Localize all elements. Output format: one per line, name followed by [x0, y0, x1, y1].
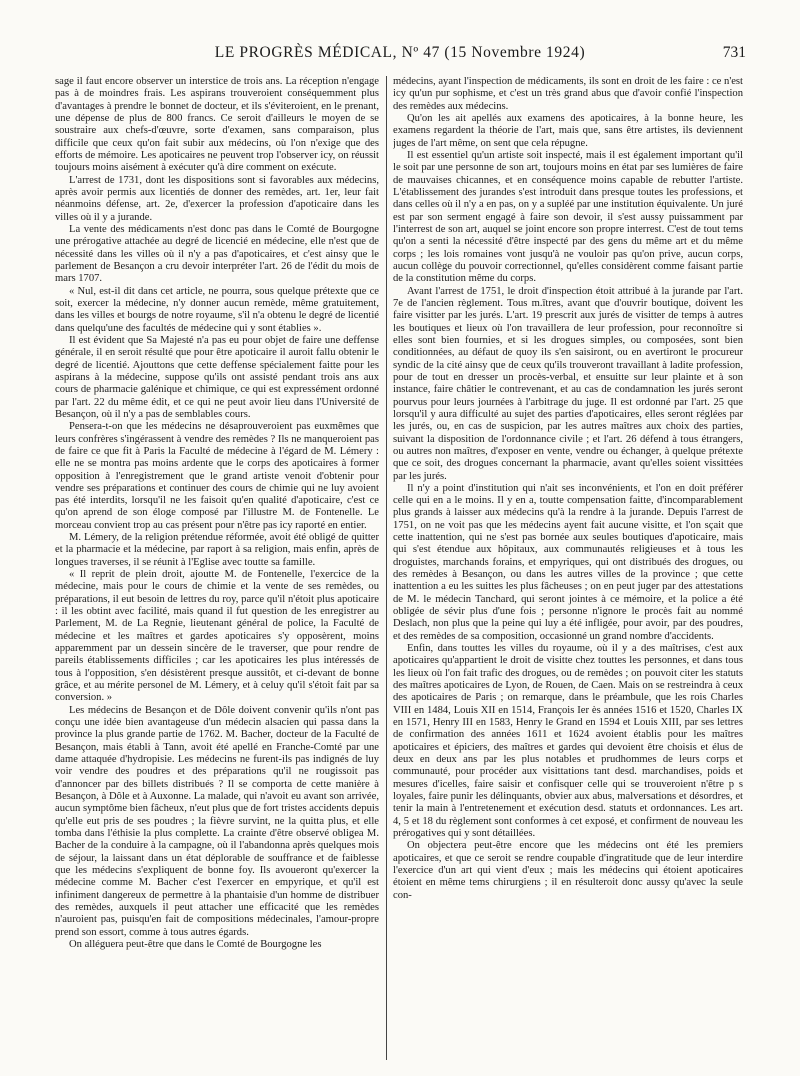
paragraph: Il est essentiel qu'un artiste soit inspecté, mais il est également important qu'il le soit par une personne de son art, toujours moins en état par ses lumières de faire de mauvaises chicannes, et en conséquence moins capable de rebutter l'artiste. L'établissement des jurandes s'est introduit dans presque toutes les professions, et dans celles où il n'y a en pas, on y a supléé par une institution équivalente. Un juré est par son serment engagé à faire son devoir, il s'est aussy puissamment par l'interrest de son art, auquel se joint encore son propre interrest. C'est de tout tems qu'on a senti la nécessité d'être inspecté par des gens du même art et du même corps ; les lois romaines vont jusqu'à ne vouloir pas qu'on prive, aucun corps, aucun collège du pouvoir correctionnel, qu'elles considèrent comme faisant partie de la constitution même du corps. — [393, 149, 743, 285]
column-divider — [386, 76, 387, 1060]
paragraph: sage il faut encore observer un interstice de trois ans. La réception n'engage pas à de moindres frais. Les aspirans trouveroient conséquemment plus d'avantages à prendre le bonnet de docteur, et ils s'éviteroient, en le prenant, une dépense de plus de 800 francs. Ce seroit d'ailleurs le moyen de se soustraire aux chefs-d'œuvre, sorte d'examen, sans comparaison, plus difficile que ceux qu'on fait subir aux médecins, où l'on n'exige que des efforts de mémoire. Les apoticaires ne peuvent trop l'observer icy, on réussit toujours moins aisément à exécuter qu'à dire comment on exécute. — [55, 76, 379, 174]
paragraph: Les médecins de Besançon et de Dôle doivent convenir qu'ils n'ont pas conçu une idée bien avantageuse d'un médecin alsacien qui passa dans la province la plus grande partie de 1762. M. Bacher, docteur de la Faculté de Besançon, mais établi à Tann, avoit été apellé en Franche-Comté par une dame attaquée d'hydropisie. Les médecins ne furent-ils pas indignés de luy voir vendre des poudres et des préparations qu'il ne rougissoit pas d'annoncer par des billets distribués ? Il se comporta de cette manière à Besançon, à Dôle et à Auxonne. La malade, qui n'avoit eu avant son arrivée, aucun symptôme bien fâcheux, n'eut plus que de fort tristes accidents depuis qu'elle eut pris de ses poudres ; la fièvre survint, ne la quitta plus, et elle tomba dans l'éthisie la plus complette. La crainte d'être observé obligea M. Bacher de la conduire à la campagne, où il l'abandonna après quelques mois de séjour, la laissant dans un état déplorable de souffrance et de faiblesse que les médecins s'expliquent de bonne foy. Ils avoueront qu'exercer la médecine comme M. Bacher c'est l'exercer en empyrique, et qu'il est infiniment dangereux de permettre à la phantaisie d'un homme de distribuer des remèdes, auxquels il peut attacher une efficacité que les remèdes n'auroient pas, puisqu'en fait de compositions médecinales, l'amour-propre prend son essort, comme à tous autres égards. — [55, 704, 379, 938]
paragraph: médecins, ayant l'inspection de médicaments, ils sont en droit de les faire : ce n'est icy qu'un pur sophisme, et c'est un très grand abus que d'avoir confié l'inspection des remèdes aux médecins. — [393, 76, 743, 112]
paragraph: Pensera-t-on que les médecins ne désaprouveroient pas euxmêmes que leurs confrères s'ingérassent à vendre des remèdes ? Ils ne manqueroient pas de faire ce que fit à Paris la Faculté de médecine à l'égard de M. Lémery : elle ne se montra pas moins ardente que le corps des apoticaires à former opposition à l'enregistrement que le grand artiste venoit d'obtenir pour vendre ses préparations et continuer des cours de chimie qui ne luy avoient pas été interdits, lorsqu'il ne les faisoit qu'en qualité d'apoticaire, c'est ce qu'on aprend de son éloge composé par l'illustre M. de Fontenelle. Le morceau convient trop au cas présent pour n'être pas icy raporté en entier. — [55, 421, 379, 531]
paragraph: « Nul, est-il dit dans cet article, ne pourra, sous quelque prétexte que ce soit, exercer la médecine, n'y donner aucun remède, même gratuitement, dans les villes et bourgs de notre royaume, s'il n'a obtenu le degré de licentié dans quelqu'une des facultés de médecine qui y sont établies ». — [55, 285, 379, 334]
right-column — [393, 76, 743, 1070]
left-column — [55, 76, 379, 1070]
paragraph: L'arrest de 1731, dont les dispositions sont si favorables aux médecins, après avoir permis aux licentiés de donner des remèdes, art. 1er, leur fait néanmoins défense, art. 2e, d'exercer la profession d'apoticaire dans les villes où il y a jurande. — [55, 174, 379, 223]
paragraph: La vente des médicaments n'est donc pas dans le Comté de Bourgogne une prérogative attachée au degré de licencié en médecine, elle n'est que de nécessité dans les villes où il n'y a pas d'apoticaires, et c'est ainsy que le parlement de Besançon a cru devoir interpréter l'art. 26 de l'édit du mois de mars 1707. — [55, 223, 379, 285]
paragraph: Qu'on les ait apellés aux examens des apoticaires, à la bonne heure, les examens regardent la théorie de l'art, mais que, sans être artistes, ils deviennent juges de l'art même, on sent que cela répugne. — [393, 112, 743, 149]
paragraph: Avant l'arrest de 1751, le droit d'inspection étoit attribué à la jurande par l'art. 7e de l'ancien règlement. Tous m.ītres, avant que d'ouvrir boutique, doivent les faire visitter par les jurés. L'art. 19 prescrit aux jurés de visitter de temps à autres les boutiques et lieux où l'on travaillera de leur profession, pour reconnoître si elles sont bien fournies, et si les drogues simples, ou composées, sont bien conditionnées, au défaut de quoy ils s'en saisiront, ou en avertiront le procureur syndic de la cité ainsy que de ceux qu'ils trouveront travaillant à ladite profession, pour de tout en dresser un procès-verbal, et ensuitte sur leur plainte et à son instance, faire châtier le contrevenant, et au cas de condamnation les jurés seront pourvus pour leurs journées à l'arbitrage du juge. Il est ordonné par l'art. 25 que lorsqu'il y aura difficulté au sujet des parties d'apoticaires, elles seront réglées par les jurés, ou, en cas de suspicion, par les autres maîtres aux choix des parties, suivant la disposition de l'ordonnance civile ; et l'art. 26 défend à tous étrangers, ou autres non maîtres, d'exposer en vente, vendre ou échanger, à quelque prétexte que ce soit, des drogues concernant la pharmacie, avant qu'elles soient vissittées par les jurés. — [393, 285, 743, 482]
paragraph: Il n'y a point d'institution qui n'ait ses inconvénients, et l'on en doit préférer celle qui en a le moins. Il y en a, toutte compensation faitte, d'incomparablement plus grands à laisser aux médecins qu'à la rendre à la jurande. Depuis l'arrest de 1751, on ne voit pas que les médecins ayent fait aucune visitte, et l'on sçait que cette inattention, qui ne s'est pas bornée aux seules boutiques d'apoticaire, mais qui s'est étendue aux hôpitaux, aux communautés religieuses et à tous les droguistes, marchands forains, et empyriques, qui ont distribués des drogues, ou des remèdes à Besançon, ou dans les autres villes de la province ; que cette inattention a eu les suittes les plus fâcheuses ; on en peut juger par des attestations de M. le médecin Tanchard, qui seront jointes à ce mémoire, et la police a été obligée de sévir plus d'une fois ; personne n'ignore le procès fait au nommé Deslach, non plus que la peine qui luy a été infligée, pour avoir, par des poudres, et des remèdes de sa composition, occasionné un grand nombre d'accidents. — [393, 482, 743, 642]
journal-title: LE PROGRÈS MÉDICAL, Nº 47 (15 Novembre 1924) — [214, 44, 586, 61]
page-number: 731 — [722, 44, 746, 61]
paragraph: Il est évident que Sa Majesté n'a pas eu pour objet de faire une deffense générale, il en seroit résulté que pour être apoticaire il auroit fallu obtenir le degré de licentié. Ajouttons que cette deffense spécialement faitte pour les aspirans à la médecine, suppose qu'ils ont assisté pendant trois ans aux cours de pharmacie galénique et chimique, ce qui est expressément ordonné par l'art. 22 du même édit, et ce qui ne peut avoir lieu dans l'Université de Besançon, où il n'y a pas de semblables cours. — [55, 334, 379, 420]
paragraph: M. Lémery, de la religion prétendue réformée, avoit été obligé de quitter et la pharmacie et la médecine, par raport à sa religion, mais enfin, après de longues traverses, il se réunit à l'Eglise avec toutte sa famille. — [55, 532, 379, 568]
paragraph: « Il reprit de plein droit, ajoutte M. de Fontenelle, l'exercice de la médecine, mais pour le cours de chimie et la vente de ses remèdes, ou préparations, il eut besoin de lettres du roy, parce qu'il n'étoit plus apoticaire : il les obtint avec facilité, mais quand il fut question de les enregistrer au Parlement, M. de La Regnie, lieutenant général de police, la Faculté de médecine et les maîtres et gardes apoticaires s'y opposèrent, moins apparemment par un dessein sincère de le traverser, que pour rendre de pareils établissements difficiles ; car les apoticaires les plus intéressés de tous à l'opposition, s'en désistèrent presque aussitôt, et ci-devant de bonne grâce, et au mérite personel de M. Lémery, et à celuy qu'il s'étoit fait par sa conversion. » — [55, 569, 379, 704]
running-header — [0, 44, 800, 66]
paragraph: On objectera peut-être encore que les médecins ont été les premiers apoticaires, et que ce seroit se rendre coupable d'ingratitude que de leur interdire l'exercice d'un art qui vient d'eux ; mais les médecins qui étoient apoticaires étoient en même tems chirurgiens ; il en résulteroit donc aussy qu'avec la seule con- — [393, 840, 743, 901]
paragraph: On alléguera peut-être que dans le Comté de Bourgogne les — [69, 938, 322, 950]
paragraph: Enfin, dans touttes les villes du royaume, où il y a des maîtrises, c'est aux apoticaires qu'appartient le droit de visitte chez touttes les personnes, et dans tous les lieux où l'on fait trafic des drogues, ou de remèdes ; on pouvoit citer les statuts des maîtres apoticaires de Lyon, de Rouen, de Caen. Mais on se restreindra à ceux des apoticaires de Paris ; on remarque, dans le préambule, que les rois Charles VIII en 1484, Louis XII en 1514, François Ier ès années 1516 et 1520, Charles IX en 1571, Henry III en 1583, Henry le Grand en 1594 et Louis XIII, par ses lettres de confirmation des années 1611 et 1624 avoient établis pour les maîtres apoticaires et épiciers, des maîtres et gardes qui devoient être choisis et élus de deux en deux ans par les plus notables et prudhommes de leurs corps et communauté, pour procéder aux visittations tant desd. marchandises, poids et mesures d'icelles, faire saisir et confisquer celle qui se trouveroient n'être p s loyales, faire punir les délinquants, obvier aux abus, malversations et désordres, et tenir la main à l'entretenement et exécution desd. statuts et ordonnances. Les art. 4, 5 et 18 du règlement sont conformes à cet exposé, et confirment de nouveau les prérogatives qui y sont détaillées. — [393, 643, 743, 840]
